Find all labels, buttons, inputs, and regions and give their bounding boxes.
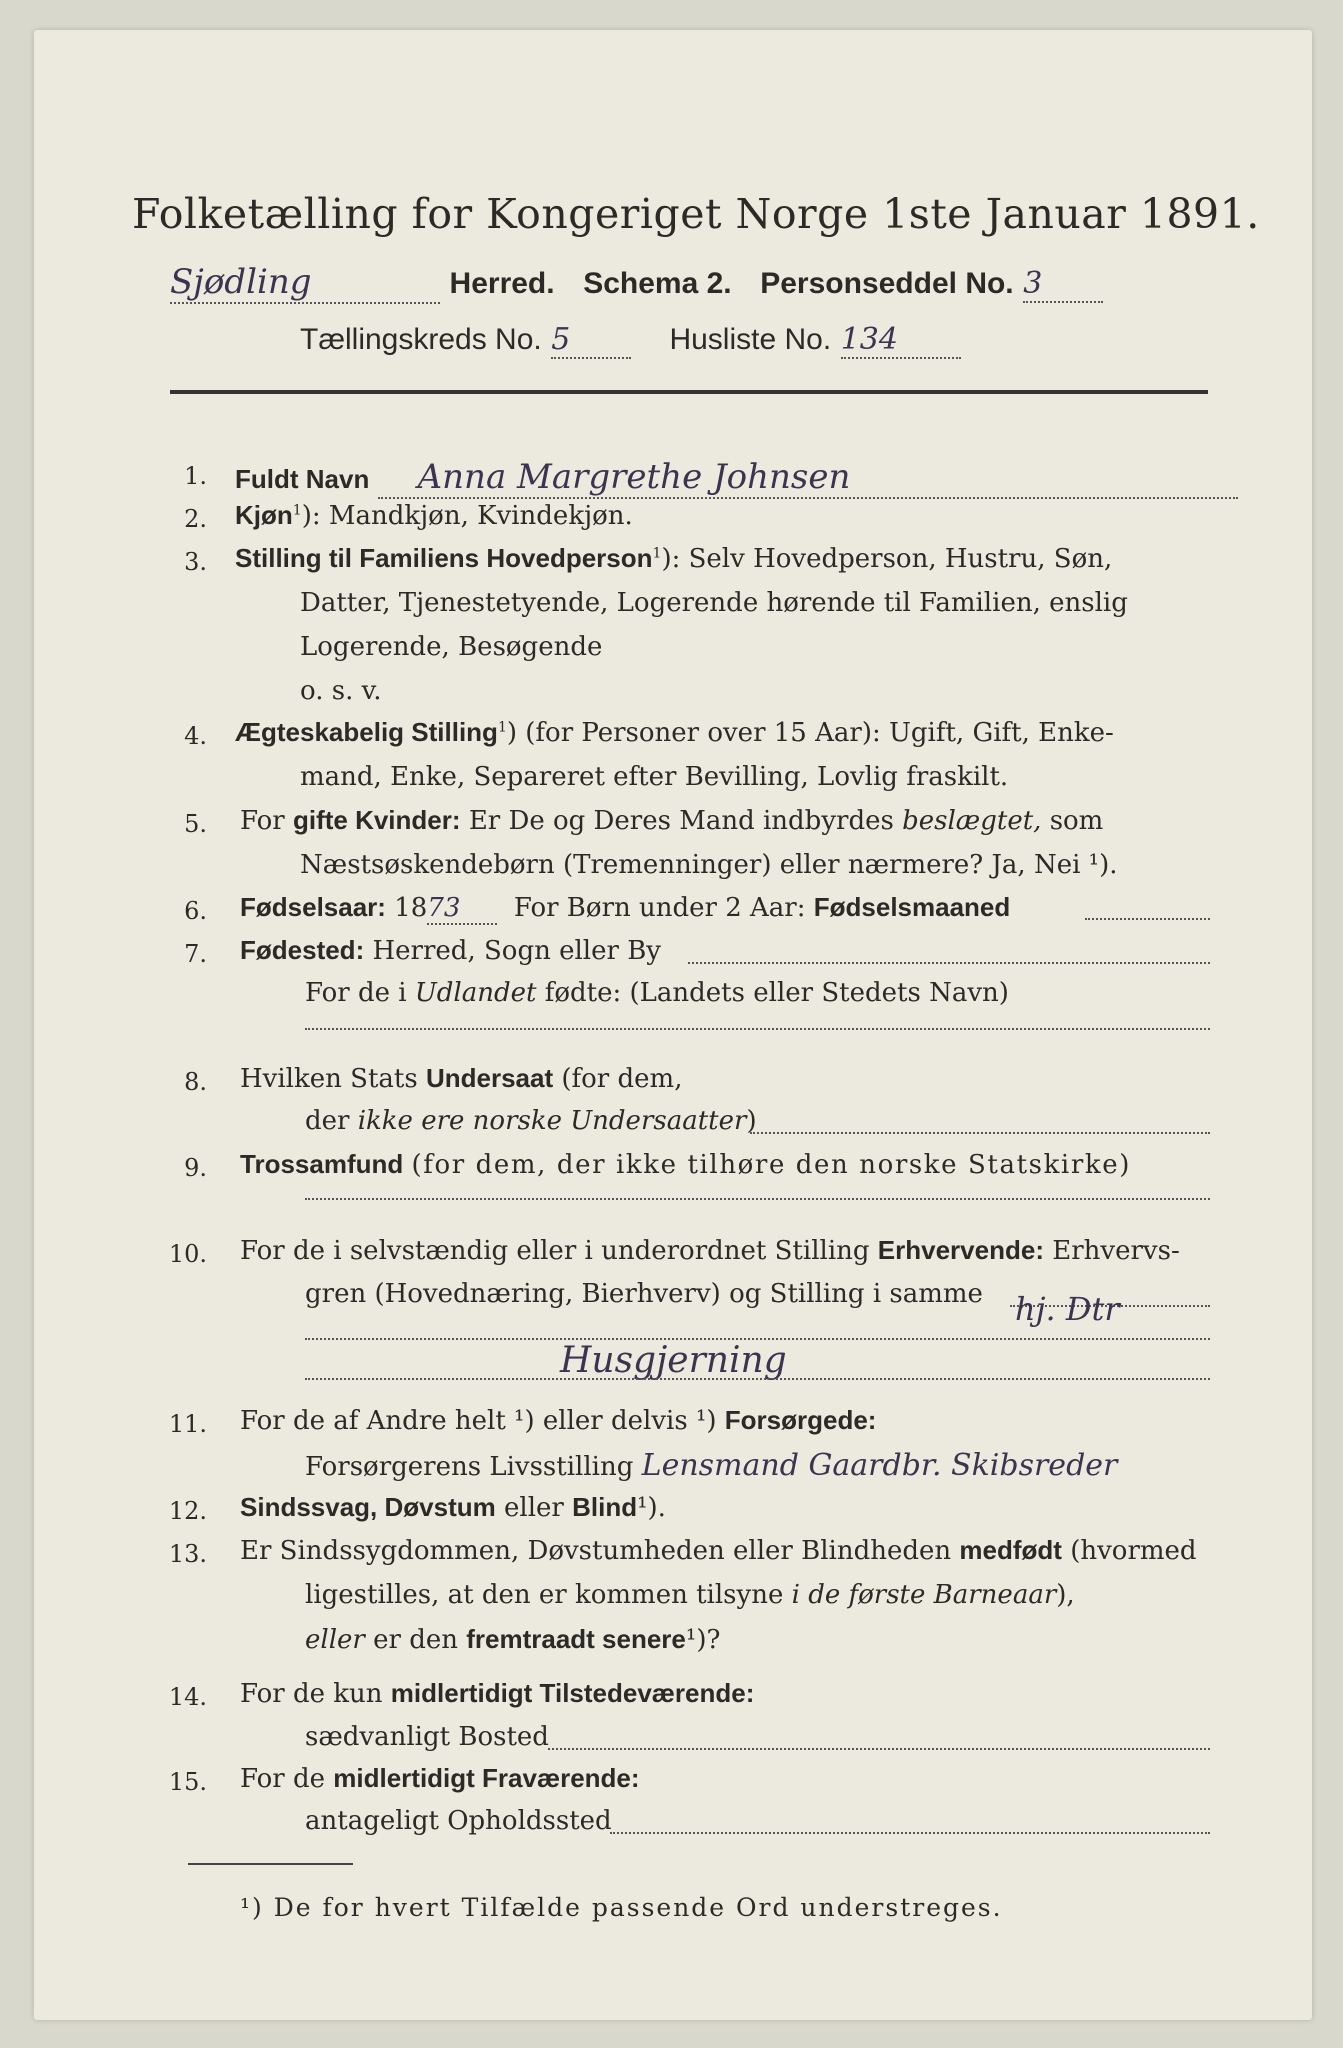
provider-occupation-value: Lensmand Gaardbr. Skibsreder [641, 1448, 1118, 1483]
birthplace-options: Herred, Sogn eller By [372, 936, 661, 966]
birthplace-dots [688, 962, 1210, 964]
item-1-number: 1. [184, 462, 207, 490]
item-10-line-1 [240, 1235, 1180, 1266]
husliste-value: 134 [841, 322, 961, 359]
herred-label: Herred. [449, 267, 555, 300]
provider-occupation-label: Forsørgerens Livsstilling [305, 1452, 634, 1482]
item-12-number: 12. [168, 1497, 207, 1525]
abroad-prefix: For de i [305, 978, 407, 1008]
item-6-number: 6. [184, 897, 207, 925]
citizenship-label: Undersaat [425, 1063, 554, 1093]
header-kreds-line [300, 322, 961, 359]
occupation-dots-3 [305, 1378, 1210, 1380]
congenital-italic: i de første Barneaar [791, 1580, 1057, 1610]
item-9-line [240, 1149, 1131, 1180]
disability-footnote: ¹). [637, 1493, 666, 1523]
congenital-end: (hvormed [1070, 1536, 1197, 1566]
married-women-options: Næstsøskendebørn (Tremenninger) eller nærmere? Ja, Nei ¹). [300, 850, 1118, 880]
temp-absent-text: For de [240, 1764, 325, 1794]
married-women-end: som [1049, 806, 1104, 836]
married-women-label: gifte Kvinder: [292, 805, 461, 835]
item-13-line-1 [240, 1535, 1197, 1566]
item-2-line [235, 500, 633, 531]
husliste-label: Husliste No. [669, 323, 832, 356]
item-15-line-1 [240, 1763, 640, 1794]
schema-label: Schema 2. [583, 267, 732, 300]
citizenship-text2: der [305, 1106, 350, 1136]
congenital-text2: ligestilles, at den er kommen tilsyne [305, 1580, 784, 1610]
item-1-line [235, 457, 1238, 499]
household-options-2: Datter, Tjenestetyende, Logerende hørende til Familien, enslig [300, 588, 1128, 618]
header-divider [170, 390, 1208, 394]
birth-year-label: Fødselsaar: [240, 892, 386, 922]
item-11-number: 11. [168, 1410, 207, 1438]
disability-label: Sindssvag, Døvstum [240, 1492, 496, 1522]
item-5-line-1 [240, 805, 1103, 836]
item-9-number: 9. [184, 1154, 207, 1182]
temp-present-text: For de kun [240, 1679, 383, 1709]
birthplace-label: Fødested: [240, 935, 365, 965]
item-7-line-1 [240, 935, 661, 966]
household-options-4: o. s. v. [300, 676, 382, 706]
full-name-label: Fuldt Navn [235, 464, 370, 494]
birth-month-label: Fødselsmaaned [813, 892, 1011, 922]
household-position-label: Stilling til Familiens Hovedperson [235, 543, 653, 573]
birth-year-value: 73 [427, 893, 497, 925]
item-2-number: 2. [184, 505, 207, 533]
blind-label: Blind [572, 1492, 638, 1522]
religion-dots [305, 1198, 1210, 1200]
item-13-number: 13. [168, 1540, 207, 1568]
item-8-number: 8. [184, 1068, 207, 1096]
household-options-3: Logerende, Besøgende [300, 632, 603, 662]
item-10-line-2 [305, 1279, 983, 1309]
item-8-line-1 [240, 1063, 682, 1094]
abroad-italic: Udlandet [414, 978, 537, 1008]
item-11-line-1 [240, 1405, 876, 1436]
citizenship-dots [750, 1132, 1210, 1134]
item-3-line-1 [235, 543, 1112, 574]
birth-month-text: For Børn under 2 Aar: [513, 893, 806, 923]
married-women-pre: For [240, 806, 285, 836]
item-14-number: 14. [168, 1683, 207, 1711]
item-13-line-2 [305, 1580, 1075, 1610]
item-5-number: 5. [184, 810, 207, 838]
citizenship-pre: Hvilken Stats [240, 1064, 418, 1094]
occupation-value-2: Husgjerning [560, 1340, 787, 1381]
household-footnote-mark: 1 [652, 545, 662, 562]
occupation-label: Erhvervende: [877, 1235, 1044, 1265]
abroad-dots [305, 1028, 1210, 1030]
congenital-label: medfødt [959, 1535, 1062, 1565]
sex-footnote-mark: 1 [292, 502, 302, 519]
occupation-value-1: hj. Dtr [1015, 1290, 1120, 1328]
kreds-value: 5 [551, 322, 631, 359]
item-4-line-1 [235, 717, 1114, 748]
congenital-text3: ), [1056, 1580, 1075, 1610]
birth-month-dots [1085, 918, 1210, 920]
item-7-line-2 [305, 978, 1009, 1008]
sex-label: Kjøn [235, 500, 293, 530]
item-4-number: 4. [184, 722, 207, 750]
congenital-text5: ¹)? [685, 1625, 721, 1655]
citizenship-italic: ikke ere norske Undersaatter [357, 1106, 747, 1136]
occupation-text2: gren (Hovednæring, Bierhverv) og Stilling i samme [305, 1279, 983, 1309]
item-7-number: 7. [184, 940, 207, 968]
religion-text: (for dem, der ikke tilhøre den norske Statskirke) [411, 1150, 1131, 1180]
item-8-line-2 [305, 1106, 757, 1136]
support-text: For de af Andre helt ¹) eller delvis ¹) [240, 1406, 717, 1436]
married-women-question: Er De og Deres Mand indbyrdes [468, 806, 894, 836]
item-15-number: 15. [168, 1768, 207, 1796]
item-13-line-3 [305, 1624, 720, 1655]
abroad-suffix: fødte: (Landets eller Stedets Navn) [544, 978, 1009, 1008]
footnote-divider [188, 1863, 353, 1865]
marital-options-2: mand, Enke, Separeret efter Bevilling, Lovlig fraskilt. [300, 762, 1009, 792]
congenital-text4: er den [373, 1625, 458, 1655]
disability-or: eller [504, 1493, 564, 1523]
citizenship-close: ) [746, 1106, 757, 1136]
household-options-1: ): Selv Hovedperson, Hustru, Søn, [661, 544, 1113, 574]
usual-residence-label: sædvanligt Bosted [305, 1722, 549, 1752]
full-name-value: Anna Margrethe Johnsen [378, 457, 1238, 499]
occupation-end: Erhvervs- [1052, 1236, 1180, 1266]
temp-present-label: midlertidigt Tilstedeværende: [390, 1678, 755, 1708]
personseddel-label: Personseddel No. [760, 267, 1014, 300]
marital-status-label: Ægteskabelig Stilling [235, 717, 498, 747]
item-3-number: 3. [184, 548, 207, 576]
page-title: Folketælling for Kongeriget Norge 1ste Januar 1891. [132, 190, 1260, 238]
marital-footnote-mark: 1 [497, 719, 507, 736]
usual-residence-dots [548, 1748, 1210, 1750]
kreds-label: Tællingskreds No. [300, 323, 542, 356]
congenital-text: Er Sindssygdommen, Døvstumheden eller Blindheden [240, 1536, 952, 1566]
item-11-line-2 [305, 1448, 1117, 1483]
item-14-line-1 [240, 1678, 754, 1709]
occupation-text: For de i selvstændig eller i underordnet Stilling [240, 1236, 870, 1266]
support-label: Forsørgede: [724, 1405, 877, 1435]
probable-residence-dots [610, 1832, 1210, 1834]
probable-residence-label: antageligt Opholdssted [305, 1806, 612, 1836]
congenital-italic2: eller [305, 1625, 365, 1655]
marital-options-1: ) (for Personer over 15 Aar): Ugift, Gift, Enke- [506, 718, 1114, 748]
herred-value: Sjødling [170, 262, 440, 304]
item-10-number: 10. [168, 1240, 207, 1268]
citizenship-text: (for dem, [561, 1064, 683, 1094]
temp-absent-label: midlertidigt Fraværende: [333, 1763, 640, 1793]
related-italic: beslægtet, [902, 806, 1042, 836]
personseddel-value: 3 [1023, 266, 1103, 303]
religion-label: Trossamfund [240, 1149, 404, 1179]
item-6-line [240, 892, 1010, 925]
sex-options: ): Mandkjøn, Kvindekjøn. [301, 501, 633, 531]
header-herred-line [170, 262, 1103, 304]
later-onset-label: fremtraadt senere [466, 1624, 686, 1654]
birth-year-prefix: 18 [394, 893, 428, 923]
footnote: ¹) De for hvert Tilfælde passende Ord understreges. [240, 1893, 1003, 1922]
item-12-line [240, 1492, 666, 1523]
